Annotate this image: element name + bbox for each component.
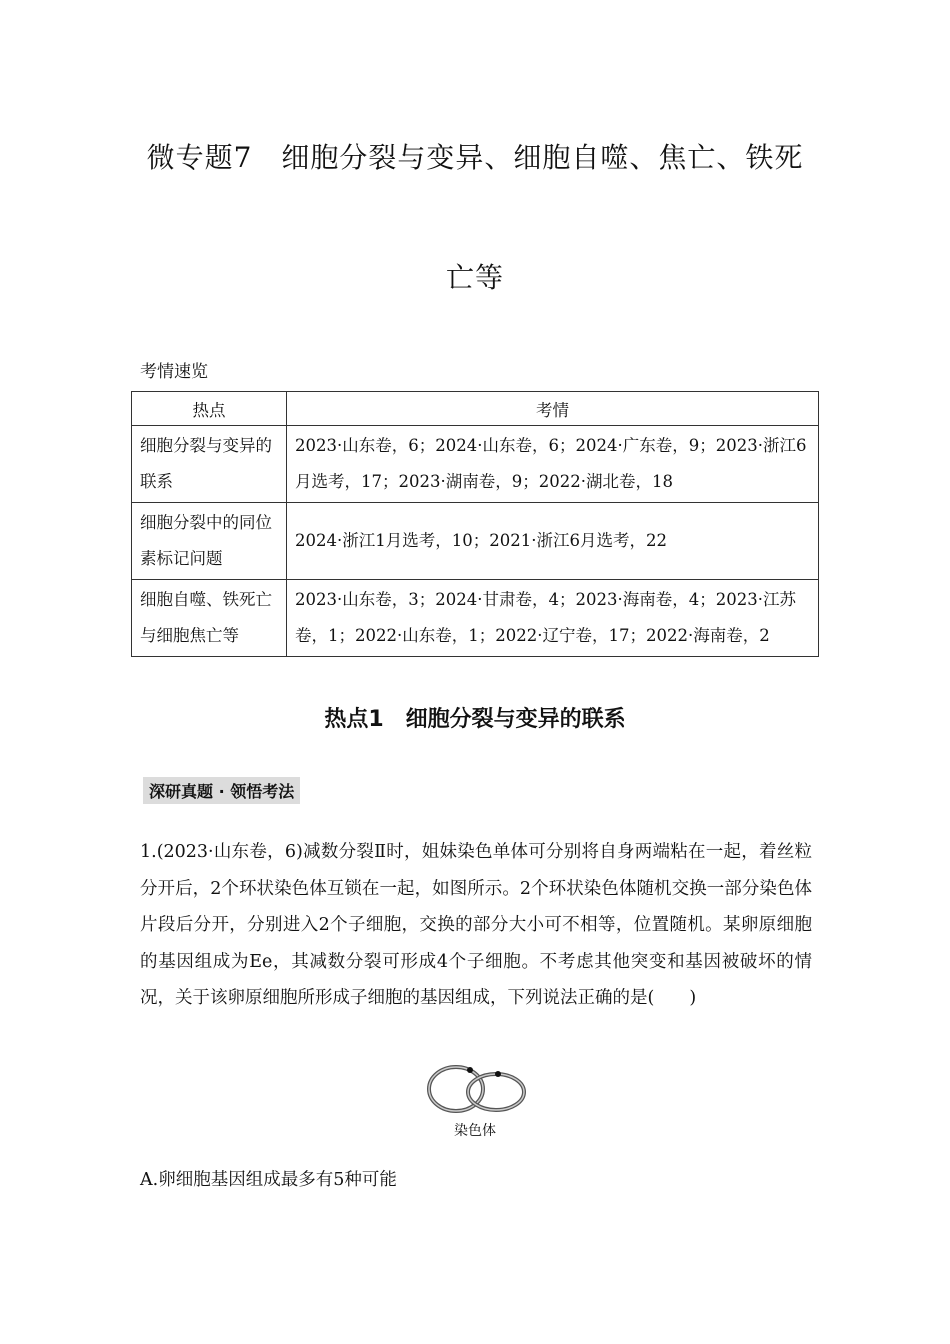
overview-table: [131, 391, 819, 657]
title-line-2: 亡等: [445, 261, 504, 294]
header-topic: 热点: [132, 392, 287, 426]
table-cell-topic: 细胞分裂与变异的联系: [132, 426, 287, 503]
ring-chromosomes-illustration: [423, 1062, 527, 1118]
header-detail: 考情: [287, 392, 819, 426]
table-header-row: [132, 392, 819, 426]
section-banner: 深研真题 · 领悟考法: [143, 777, 300, 804]
hotspot-title: 热点1 细胞分裂与变异的联系: [324, 707, 626, 732]
figure-caption: 染色体: [454, 1123, 496, 1139]
table-cell-detail: 2024·浙江1月选考，10；2021·浙江6月选考，22: [287, 503, 819, 580]
table-row: [132, 426, 819, 503]
option-a: A.卵细胞基因组成最多有5种可能: [140, 1170, 397, 1190]
question-stem: 1.(2023·山东卷，6)减数分裂Ⅱ时，姐妹染色单体可分别将自身两端粘在一起，着丝粒分开后，2个环状染色体互锁在一起，如图所示。2个环状染色体随机交换一部分染色体片段后分开，分别进入2个子细胞，交换的部分大小可不相等，位置随机。某卵原细胞的基因组成为Ee，其减数分裂可形成4个子细胞。不考虑其他突变和基因被破坏的情况，关于该卵原细胞所形成子细胞的基因组成，下列说法正确的是( ): [140, 842, 812, 1008]
title-line-1: 微专题7 细胞分裂与变异、细胞自噬、焦亡、铁死: [146, 141, 804, 174]
overview-label: 考情速览: [140, 362, 208, 382]
table-row: [132, 503, 819, 580]
table-row: [132, 580, 819, 657]
table-cell-detail: 2023·山东卷，3；2024·甘肃卷，4；2023·海南卷，4；2023·江苏卷，1；2022·山东卷，1；2022·辽宁卷，17；2022·海南卷，2: [287, 580, 819, 657]
table-cell-topic: 细胞分裂中的同位素标记问题: [132, 503, 287, 580]
table-cell-topic: 细胞自噬、铁死亡与细胞焦亡等: [132, 580, 287, 657]
chromosome-figure: [420, 1062, 530, 1140]
page-title: [100, 138, 850, 298]
table-cell-detail: 2023·山东卷，6；2024·山东卷，6；2024·广东卷，9；2023·浙江6月选考，17；2023·湖南卷，9；2022·湖北卷，18: [287, 426, 819, 503]
